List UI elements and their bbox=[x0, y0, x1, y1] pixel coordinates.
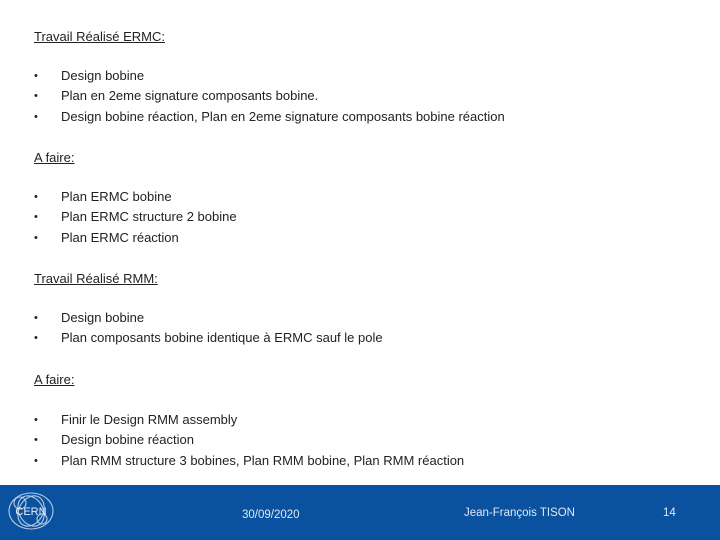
section-title-rmm-done: Travail Réalisé RMM: bbox=[34, 271, 158, 286]
bullet-icon: • bbox=[34, 110, 38, 123]
section-title-rmm-todo: A faire: bbox=[34, 372, 75, 387]
bullet-icon: • bbox=[34, 90, 38, 103]
bullet-icon: • bbox=[34, 231, 38, 244]
footer-date: 30/09/2020 bbox=[242, 509, 300, 521]
list-item-text: Design bobine bbox=[61, 68, 145, 83]
bullet-icon: • bbox=[34, 312, 38, 324]
footer-author: Jean-François TISON bbox=[464, 507, 575, 519]
bullet-icon: • bbox=[34, 211, 38, 224]
list-item-text: Design bobine réaction, Plan en 2eme signature composants bobine réaction bbox=[61, 108, 505, 124]
footer-bar bbox=[0, 485, 720, 540]
list-item-text: Plan ERMC bobine bbox=[61, 189, 172, 204]
list-item-text: Plan ERMC réaction bbox=[61, 229, 179, 245]
bullet-icon: • bbox=[34, 434, 38, 447]
list-item-text: Plan en 2eme signature composants bobine. bbox=[61, 88, 319, 104]
bullet-icon: • bbox=[34, 191, 38, 203]
bullet-icon: • bbox=[34, 332, 38, 345]
bullet-icon: • bbox=[34, 70, 38, 82]
section-title-ermc-done: Travail Réalisé ERMC: bbox=[34, 29, 165, 44]
list-item-text: Finir le Design RMM assembly bbox=[61, 412, 238, 427]
list-item-text: Design bobine réaction bbox=[61, 432, 194, 448]
bullet-icon: • bbox=[34, 414, 38, 426]
page-number: 14 bbox=[663, 507, 676, 519]
section-title-ermc-todo: A faire: bbox=[34, 150, 75, 165]
cern-logo-icon bbox=[4, 489, 58, 533]
list-item-text: Design bobine bbox=[61, 310, 145, 325]
bullet-icon: • bbox=[34, 454, 38, 467]
list-item-text: Plan composants bobine identique à ERMC sauf le pole bbox=[61, 330, 383, 346]
list-item-text: Plan ERMC structure 2 bobine bbox=[61, 209, 237, 225]
svg-text:CERN: CERN bbox=[15, 506, 47, 518]
list-item-text: Plan RMM structure 3 bobines, Plan RMM bobine, Plan RMM réaction bbox=[61, 452, 465, 468]
